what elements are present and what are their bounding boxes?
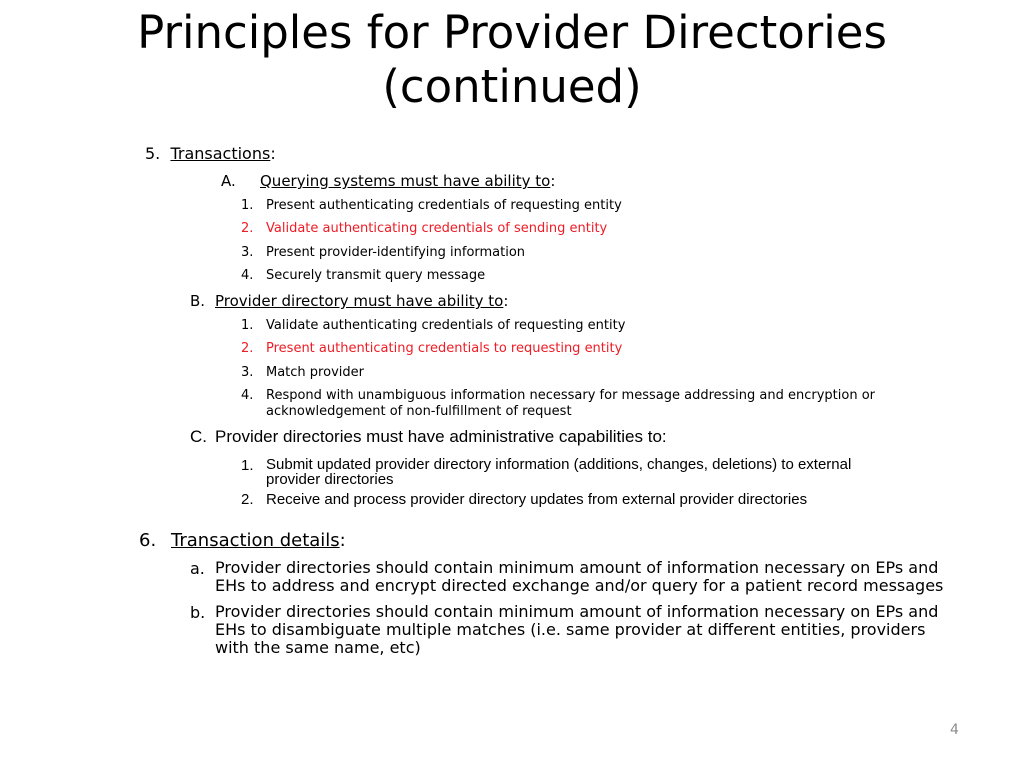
a-item-4-number: 4. (241, 268, 254, 283)
section-a-title: Querying systems must have ability to (260, 172, 551, 190)
b-item-2-text: Present authenticating credentials to requesting entity (266, 341, 623, 356)
b-item-3-text: Match provider (266, 365, 364, 380)
a-item-2-text: Validate authenticating credentials of sending entity (266, 221, 608, 236)
c-item-1-text: Submit updated provider directory information (additions, changes, deletions) to external provider directories (266, 456, 852, 488)
page-number: 4 (950, 722, 959, 738)
slide-title-line1: Principles for Provider Directories (137, 6, 887, 59)
slide-title-line2: (continued) (382, 60, 642, 113)
a-item-1-number: 1. (241, 198, 254, 213)
section-6-item-b-label: b. (190, 603, 206, 622)
section-b-title: Provider directory must have ability to (215, 292, 504, 310)
section-6-heading (171, 530, 346, 552)
section-b-heading (215, 292, 508, 310)
slide-title (0, 6, 1024, 114)
b-item-1-number: 1. (241, 318, 254, 333)
section-6-item-a-label: a. (190, 559, 205, 578)
section-c-heading: Provider directories must have administrative capabilities to: (215, 427, 667, 446)
section-5-colon: : (270, 144, 276, 163)
section-6-title: Transaction details (171, 530, 340, 551)
section-5-number: 5. (145, 144, 161, 163)
section-6-item-b-text: Provider directories should contain minimum amount of information necessary on EPs and EHs to disambiguate multiple matches (i.e. same provider at different entities, providers with the same name, etc) (215, 602, 939, 657)
section-a-colon: : (550, 172, 556, 190)
b-item-3-number: 3. (241, 365, 254, 380)
section-c-label: C. (190, 427, 207, 446)
c-item-2-number: 2. (241, 491, 254, 508)
a-item-2-number: 2. (241, 221, 254, 236)
b-item-4-text: Respond with unambiguous information necessary for message addressing and encryption or acknowledgement of non-fulfillment of request (266, 388, 876, 419)
section-5-title: Transactions (170, 144, 271, 163)
a-item-1-text: Present authenticating credentials of requesting entity (266, 198, 622, 213)
a-item-3-number: 3. (241, 245, 254, 260)
a-item-4-text: Securely transmit query message (266, 268, 486, 283)
section-5-heading (145, 144, 276, 163)
section-6-item-a-text: Provider directories should contain minimum amount of information necessary on EPs and EHs to address and encrypt directed exchange and/or query for a patient record messages (215, 558, 944, 595)
a-item-3-text: Present provider-identifying information (266, 245, 526, 260)
section-b-colon: : (503, 292, 509, 310)
b-item-2-number: 2. (241, 341, 254, 356)
c-item-1-number: 1. (241, 457, 254, 474)
b-item-4-number: 4. (241, 388, 254, 403)
section-a-heading (260, 172, 555, 190)
section-6-colon: : (339, 530, 346, 551)
section-a-label: A. (221, 172, 236, 190)
b-item-1-text: Validate authenticating credentials of requesting entity (266, 318, 626, 333)
c-item-2-text: Receive and process provider directory updates from external provider directories (266, 491, 808, 508)
section-b-label: B. (190, 292, 206, 310)
section-6-number: 6. (139, 530, 157, 551)
